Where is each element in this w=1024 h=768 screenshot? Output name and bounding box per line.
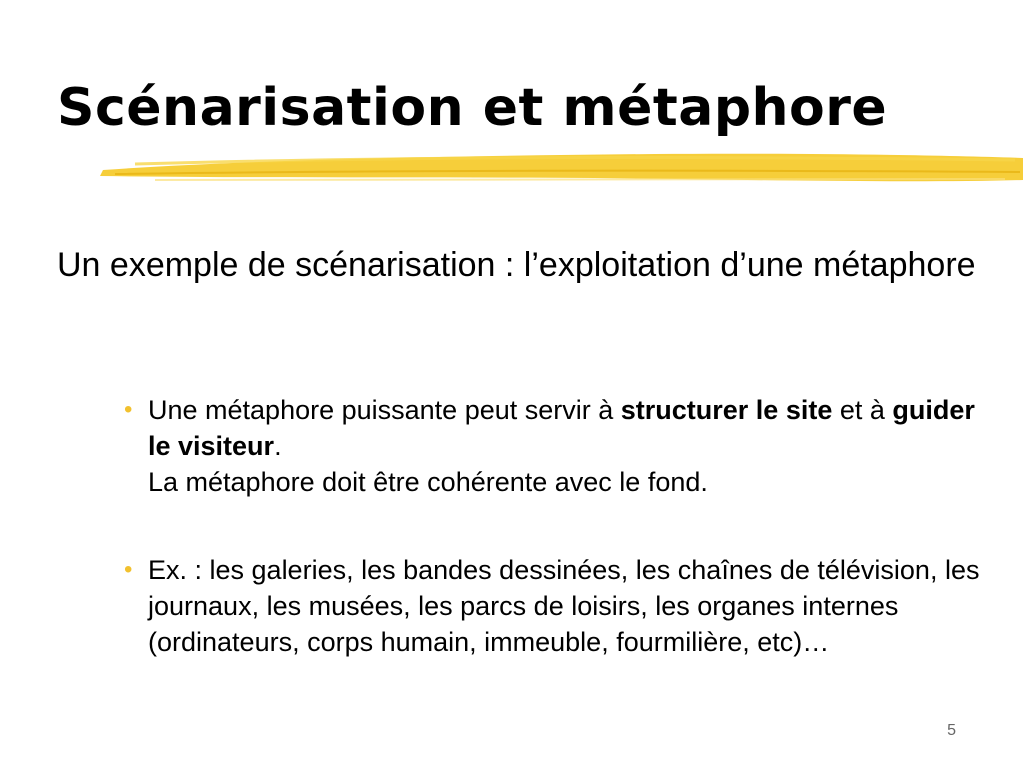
bullet-text: Ex. : les galeries, les bandes dessinées, les chaînes de télévision, les journaux, les musées, les parcs de loisirs, les organes internes (ordinateurs, corps humain, immeuble, fourmilière, etc)… (148, 555, 980, 657)
slide-subtitle: Un exemple de scénarisation : l’exploitation d’une métaphore (57, 246, 976, 284)
bullet-text-line (148, 392, 1004, 464)
bullet-emphasis: structurer le site (620, 395, 833, 425)
bullet-text: Une métaphore puissante peut servir à (148, 395, 621, 425)
slide-title: Scénarisation et métaphore (57, 78, 888, 138)
title-underline-brush (95, 150, 1024, 188)
page-number: 5 (947, 722, 956, 739)
bullet-icon: • (124, 556, 133, 583)
bullet-icon: • (124, 396, 133, 423)
bullet-text: et à (832, 395, 893, 425)
bullet-item-examples (124, 552, 1004, 660)
bullet-item-metaphor (124, 392, 1004, 500)
bullet-text-second-line: La métaphore doit être cohérente avec le fond. (148, 467, 708, 497)
bullet-emphasis: guider le visiteur (148, 395, 975, 461)
bullet-text: . (274, 431, 282, 461)
bullet-list (124, 392, 1004, 660)
